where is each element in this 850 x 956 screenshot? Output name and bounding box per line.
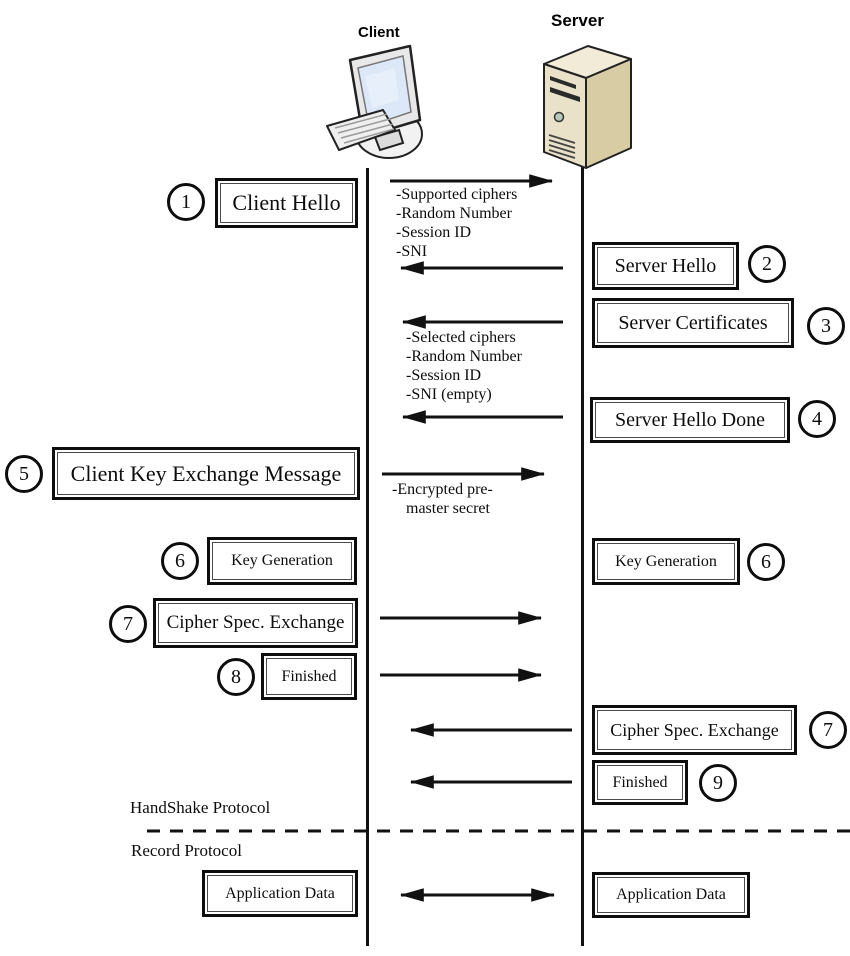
key-generation-client-box: Key Generation <box>207 537 357 585</box>
finished-client-box: Finished <box>261 653 357 700</box>
client-hello-params-note <box>396 185 517 261</box>
param-line: -Random Number <box>396 205 512 222</box>
cipher-spec-exchange-client-box: Cipher Spec. Exchange <box>153 598 358 648</box>
step-4-badge: 4 <box>798 400 836 438</box>
step-8-badge: 8 <box>217 658 255 696</box>
client-hello-box: Client Hello <box>215 178 358 228</box>
client-actor-label: Client <box>358 24 400 41</box>
finished-server-box: Finished <box>592 760 688 805</box>
param-line: -Selected ciphers <box>406 329 516 346</box>
client-computer-icon <box>325 42 435 170</box>
step-2-badge: 2 <box>748 245 786 283</box>
handshake-protocol-label: HandShake Protocol <box>130 798 271 817</box>
application-data-client-box: Application Data <box>202 870 358 917</box>
key-exchange-params-note <box>392 480 493 518</box>
param-line: -Random Number <box>406 348 522 365</box>
param-line: -Encrypted pre- <box>392 481 493 498</box>
step-1-badge: 1 <box>167 183 205 221</box>
server-hello-box: Server Hello <box>592 242 739 290</box>
param-line: -SNI (empty) <box>406 386 492 403</box>
application-data-server-box: Application Data <box>592 872 750 918</box>
step-5-badge: 5 <box>5 455 43 493</box>
step-7-client-badge: 7 <box>109 605 147 643</box>
param-line: -Session ID <box>406 367 482 384</box>
step-6-client-badge: 6 <box>161 542 199 580</box>
step-3-badge: 3 <box>807 307 845 345</box>
server-hello-params-note <box>406 328 522 404</box>
record-protocol-label: Record Protocol <box>131 841 242 860</box>
param-line: master secret <box>406 500 490 517</box>
server-tower-icon <box>536 40 638 172</box>
step-7-server-badge: 7 <box>809 711 847 749</box>
cipher-spec-exchange-server-box: Cipher Spec. Exchange <box>592 705 797 755</box>
client-key-exchange-box: Client Key Exchange Message <box>52 447 360 500</box>
server-actor-label: Server <box>551 11 604 30</box>
server-certificates-box: Server Certificates <box>592 298 794 348</box>
step-6-server-badge: 6 <box>747 543 785 581</box>
param-line: -SNI <box>396 243 428 260</box>
param-line: -Supported ciphers <box>396 186 518 203</box>
server-hello-done-box: Server Hello Done <box>590 397 790 443</box>
step-9-badge: 9 <box>699 764 737 802</box>
key-generation-server-box: Key Generation <box>592 538 740 585</box>
param-line: -Session ID <box>396 224 472 241</box>
